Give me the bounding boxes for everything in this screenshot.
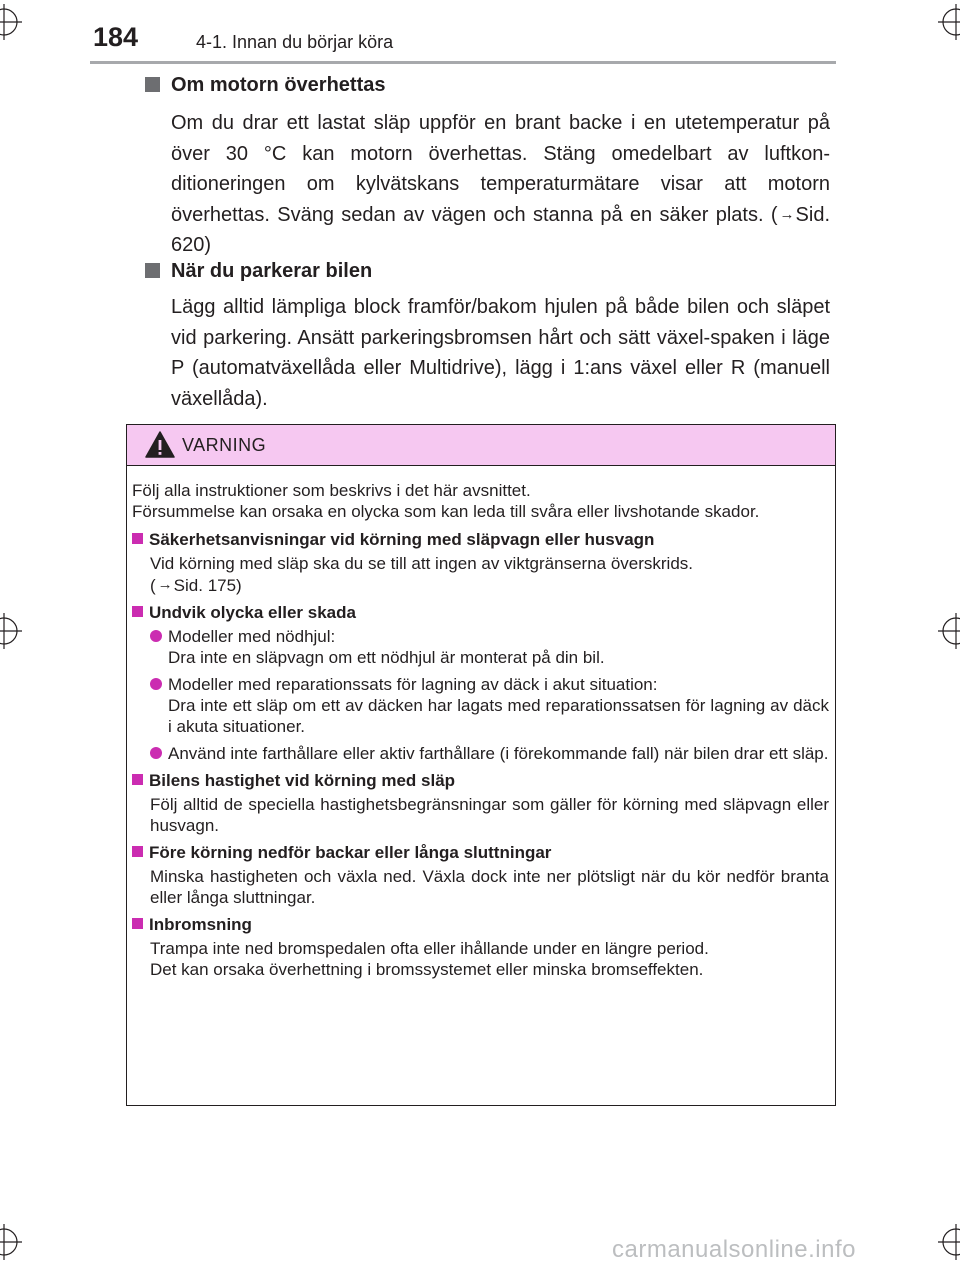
bullet-line: Dra inte ett släp om ett av däcken har lagats med reparationssatsen för lagning av däck i akuta situationer. (168, 696, 829, 736)
square-bullet-icon (132, 774, 143, 785)
warning-item-text (132, 938, 829, 980)
warning-title: VARNING (182, 435, 267, 455)
registration-mark-icon (938, 1224, 960, 1260)
section-text-overheating (171, 108, 830, 261)
section-text: Lägg alltid lämpliga block framför/bakom hjulen på både bilen och släpet vid parkering. Ansätt parkeringsbromsen hårt och sätt växel-spaken i läge P (automatväxellåda eller Multidrive), lägg i 1:ans växel eller R (manuell växellåda). (171, 296, 830, 410)
warning-box (126, 424, 836, 1106)
round-bullet-icon (150, 630, 162, 642)
ref-paren: ( (150, 576, 156, 595)
warning-item-heading-label: Bilens hastighet vid körning med släp (149, 771, 456, 790)
warning-bullet (132, 626, 829, 668)
warning-intro (132, 480, 829, 522)
registration-mark-icon (938, 4, 960, 40)
watermark: carmanualsonline.info (612, 1236, 856, 1263)
square-bullet-icon (132, 918, 143, 929)
warning-triangle-icon (145, 431, 175, 463)
warning-item-ref (150, 574, 829, 596)
warning-item-heading-label: Säkerhetsanvisningar vid körning med släpvagn eller husvagn (149, 530, 655, 549)
warning-item-heading (132, 602, 829, 623)
warning-item-heading-label: Före körning nedför backar eller långa sluttningar (149, 843, 552, 862)
registration-mark-icon (938, 613, 960, 649)
square-bullet-icon (145, 263, 160, 278)
warning-item-text (132, 553, 829, 596)
section-heading-label: När du parkerar bilen (171, 260, 373, 282)
round-bullet-icon (150, 747, 162, 759)
warning-intro-line: Följ alla instruktioner som beskrivs i det här avsnittet. (132, 481, 531, 500)
page-number: 184 (93, 22, 139, 52)
warning-item-heading (132, 842, 829, 863)
warning-item-heading-label: Inbromsning (149, 915, 252, 934)
section-text-parking (171, 292, 830, 414)
arrow-right-icon: → (779, 205, 795, 223)
warning-intro-line: Försummelse kan orsaka en olycka som kan leda till svåra eller livshotande skador. (132, 502, 760, 521)
warning-item-heading-label: Undvik olycka eller skada (149, 603, 356, 622)
warning-bullet (132, 743, 829, 764)
page-reference-link[interactable]: Sid. 175) (173, 576, 242, 595)
page-reference-link[interactable]: Sid. 620) (171, 203, 830, 256)
warning-item-line: Trampa inte ned bromspedalen ofta eller ihållande under en längre period. (150, 939, 709, 958)
section-heading-label: Om motorn överhettas (171, 74, 386, 96)
arrow-right-icon: → (157, 576, 173, 593)
square-bullet-icon (145, 77, 160, 92)
section-heading-overheating (145, 74, 385, 97)
warning-body (132, 480, 829, 986)
warning-item-heading (132, 770, 829, 791)
bullet-line: Modeller med nödhjul: (168, 627, 336, 646)
registration-mark-icon (0, 613, 22, 649)
round-bullet-icon (150, 678, 162, 690)
warning-item-text: Minska hastigheten och växla ned. Växla dock inte ner plötsligt när du kör nedför branta eller långa sluttningar. (150, 867, 829, 907)
warning-item-heading (132, 529, 829, 550)
square-bullet-icon (132, 533, 143, 544)
bullet-line: Använd inte farthållare eller aktiv farthållare (i förekommande fall) när bilen drar ett släp. (168, 744, 829, 763)
warning-header (127, 425, 835, 466)
section-title: 4-1. Innan du börjar köra (196, 32, 394, 52)
warning-item-line: Det kan orsaka överhettning i bromssystemet eller minska bromseffekten. (150, 960, 704, 979)
header-divider (90, 61, 836, 64)
section-text: Om du drar ett lastat släp uppför en brant backe i en utetemperatur på över 30 °C kan motorn överhettas. Stäng omedelbart av luftkon-ditioneringen om kylvätskans temperaturmätare visar att motorn överhettas. Sväng sedan av vägen och stanna på en säker plats. ( (171, 112, 830, 226)
warning-item-heading (132, 914, 829, 935)
bullet-line: Modeller med reparationssats för lagning av däck i akut situation: (168, 675, 658, 694)
warning-item-text: Följ alltid de speciella hastighetsbegränsningar som gäller för körning med släpvagn eller husvagn. (150, 795, 829, 835)
registration-mark-icon (0, 1224, 22, 1260)
section-heading-parking (145, 260, 372, 283)
warning-bullet (132, 674, 829, 737)
registration-mark-icon (0, 4, 22, 40)
bullet-line: Dra inte en släpvagn om ett nödhjul är monterat på din bil. (168, 648, 605, 667)
warning-item-line: Vid körning med släp ska du se till att ingen av viktgränserna överskrids. (150, 554, 694, 573)
square-bullet-icon (132, 606, 143, 617)
square-bullet-icon (132, 846, 143, 857)
